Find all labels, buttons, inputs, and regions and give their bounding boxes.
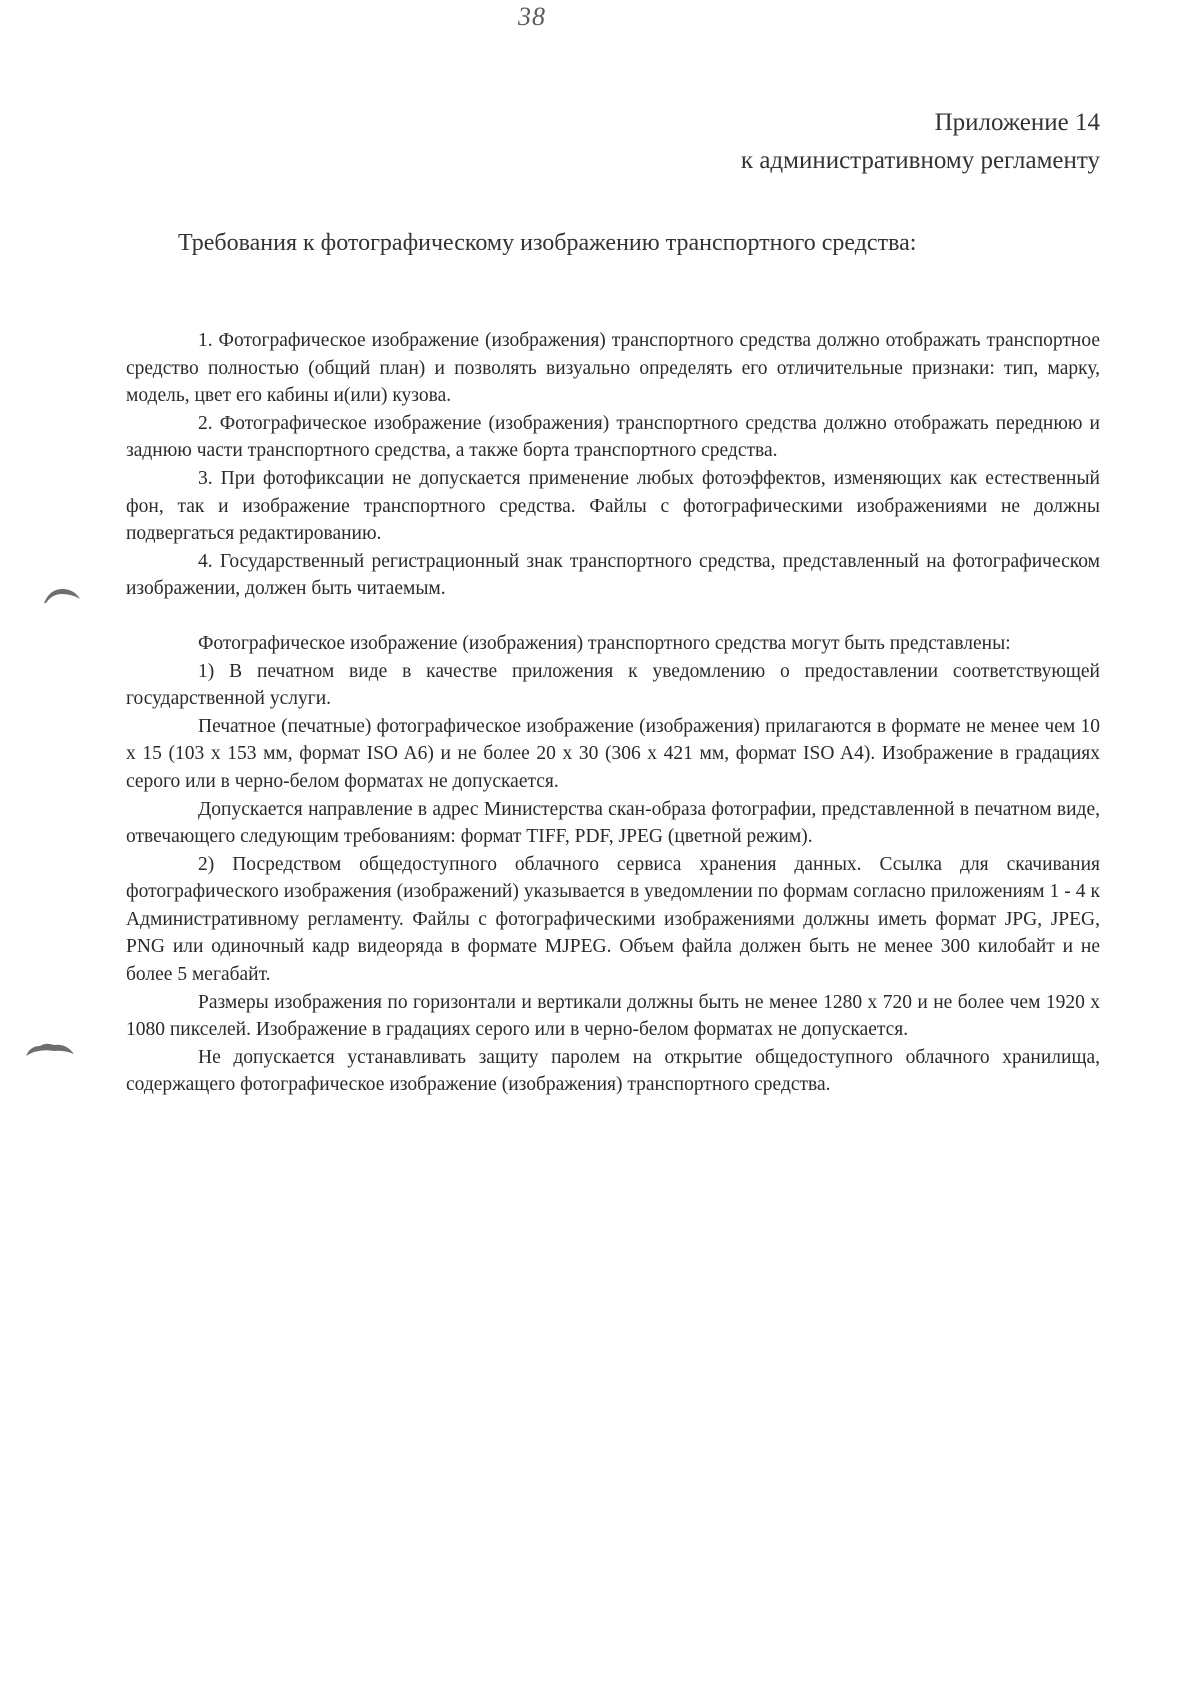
paragraph-4: 4. Государственный регистрационный знак транспортного средства, представленный на фотографическом изображении, должен быть читаемым.: [126, 550, 1100, 600]
appendix-line-1: Приложение 14: [934, 109, 1100, 136]
document-title: Требования к фотографическому изображению транспортного средства:: [178, 230, 917, 256]
paragraph-3: 3. При фотофиксации не допускается применение любых фотоэффектов, изменяющих как естественный фон, так и изображение транспортного средства. Файлы с фотографическими изображениями не должны подвергаться редактированию.: [126, 467, 1100, 545]
document-body: [126, 327, 1100, 1099]
paragraph-2: 2. Фотографическое изображение (изображения) транспортного средства должно отображать переднюю и заднюю части транспортного средства, а также борта транспортного средства.: [126, 412, 1100, 462]
paragraph-6: 1) В печатном виде в качестве приложения к уведомлению о предоставлении соответствующей государственной услуги.: [126, 660, 1100, 710]
binding-hole-mark: [24, 1040, 76, 1060]
paragraph-9: 2) Посредством общедоступного облачного сервиса хранения данных. Ссылка для скачивания фотографического изображения (изображений) указывается в уведомлении по формам согласно приложениям 1 - 4 к Административному регламенту. Файлы с фотографическими изображениями должны иметь формат JPG, JPEG, PNG или одиночный кадр видеоряда в формате MJPEG. Объем файла должен быть не менее 300 килобайт и не более 5 мегабайт.: [126, 853, 1100, 986]
paragraph-7: Печатное (печатные) фотографическое изображение (изображения) прилагаются в формате не менее чем 10 х 15 (103 х 153 мм, формат ISO A6) и не более 20 х 30 (306 х 421 мм, формат ISO A4). Изображение в градациях серого или в черно-белом форматах не допускается.: [126, 715, 1100, 792]
paragraph-11: Не допускается устанавливать защиту паролем на открытие общедоступного облачного хранилища, содержащего фотографическое изображение (изображения) транспортного средства.: [126, 1046, 1100, 1096]
binding-hole-mark: [42, 585, 82, 605]
paragraph-10: Размеры изображения по горизонтали и вертикали должны быть не менее 1280 х 720 и не более чем 1920 х 1080 пикселей. Изображение в градациях серого или в черно-белом форматах не допускается.: [126, 991, 1100, 1041]
page-number: 38: [518, 2, 546, 31]
appendix-header: [741, 104, 1100, 180]
paragraph-1: 1. Фотографическое изображение (изображения) транспортного средства должно отображать транспортное средство полностью (общий план) и позволять визуально определять его отличительные признаки: тип, марку, модель, цвет его кабины и(или) кузова.: [126, 330, 1100, 407]
paragraph-8: Допускается направление в адрес Министерства скан-образа фотографии, представленной в печатном виде, отвечающего следующим требованиям: формат TIFF, PDF, JPEG (цветной режим).: [126, 798, 1100, 848]
paragraph-5: Фотографическое изображение (изображения) транспортного средства могут быть представлены:: [198, 632, 1011, 654]
appendix-line-2: к административному регламенту: [740, 147, 1100, 174]
